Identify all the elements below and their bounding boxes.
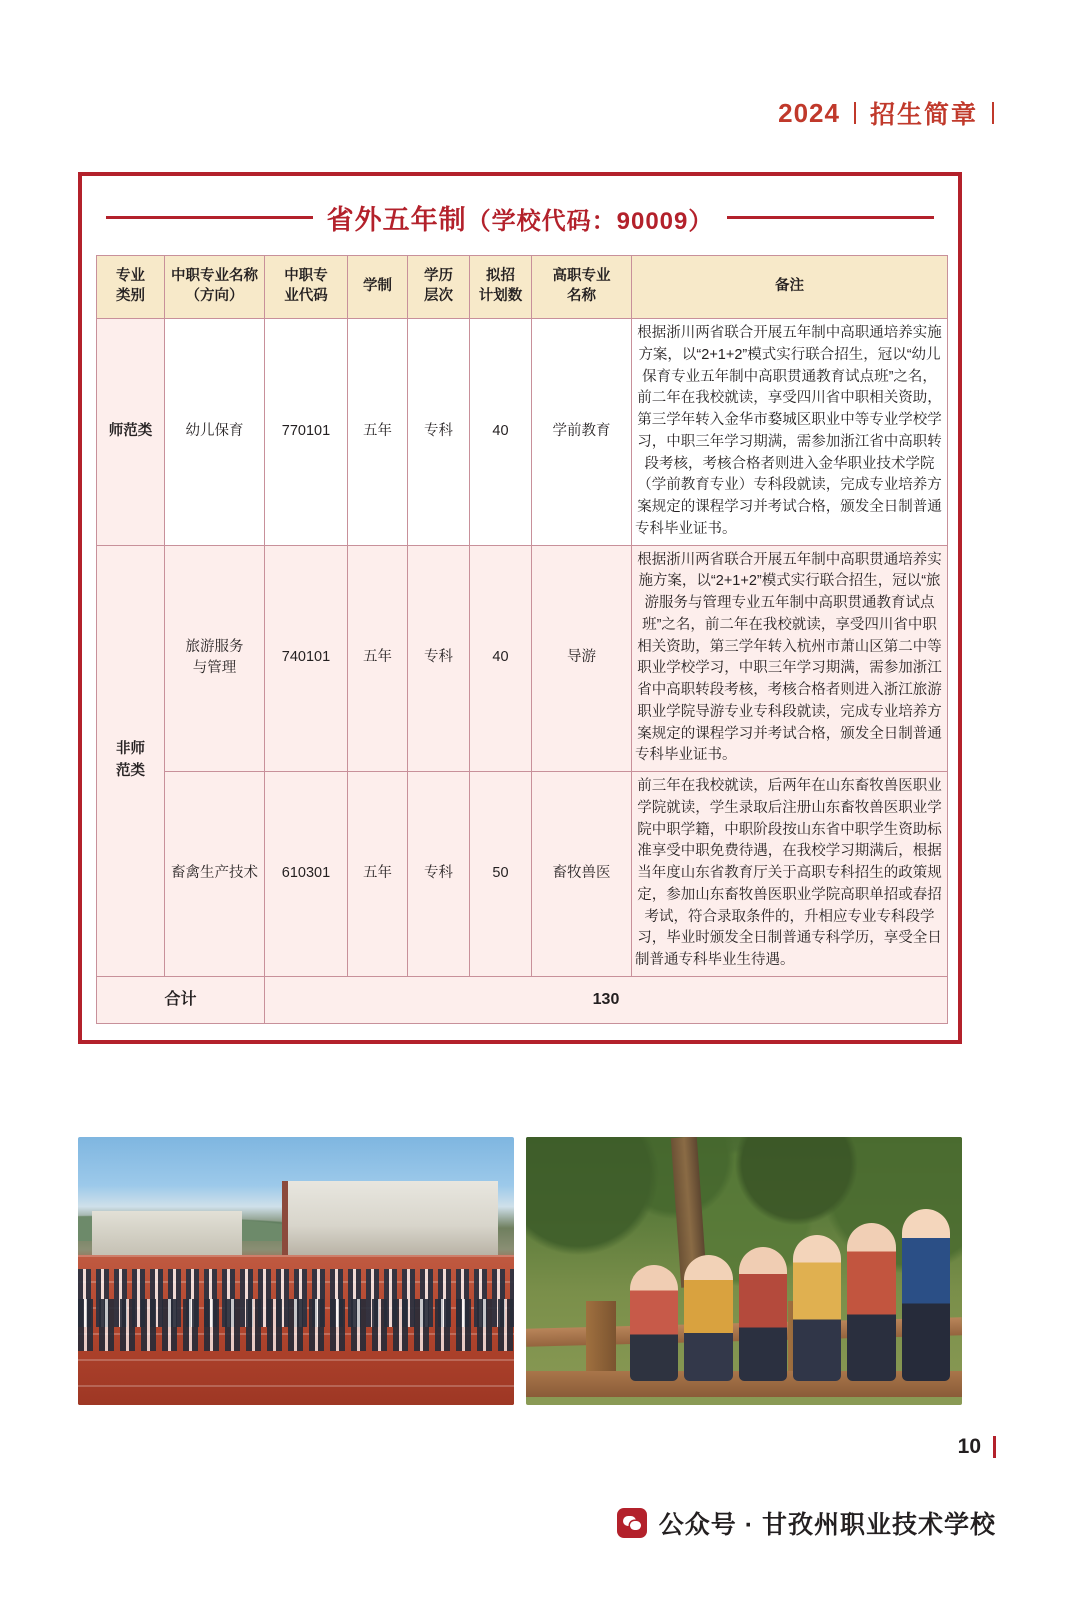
photo-strip: [78, 1137, 962, 1405]
total-value: 130: [265, 976, 948, 1023]
header-divider-right: [992, 102, 994, 124]
student-figure: [847, 1223, 895, 1381]
program-table-card: [78, 172, 962, 1044]
cell-level: 专科: [408, 319, 470, 546]
students-ethnic-costume-photo: [526, 1137, 962, 1405]
table-total-row: [97, 976, 948, 1023]
cell-level: 专科: [408, 772, 470, 977]
cell-years: 五年: [348, 319, 408, 546]
cell-remark: 根据浙川两省联合开展五年制中高职贯通培养实施方案，以“2+1+2”模式实行联合招生，冠以“旅游服务与管理专业五年制中高职贯通教育试点班”之名，前二年在我校就读，享受四川省中职相关资助，第三学年转入杭州市萧山区第二中等职业学校学习，中职三年学习期满，需参加浙江省中高职转段考核，考核合格者则进入浙江旅游职业学院导游专业专科段就读，完成专业培养方案规定的课程学习并考试合格，颁发全日制普通专科毕业证书。: [632, 545, 948, 772]
campus-assembly-photo: [78, 1137, 514, 1405]
table-row: [97, 772, 948, 977]
col-remark: 备注: [632, 256, 948, 319]
cell-remark: 根据浙川两省联合开展五年制中高职通培养实施方案，以“2+1+2”模式实行联合招生，冠以“幼儿保育专业五年制中高职贯通教育试点班”之名，前二年在我校就读，享受四川省中职相关资助，第三学年转入金华市婺城区职业中等专业学校学习，中职三年学习期满，需参加浙江省中高职转段考核，考核合格者则进入金华职业技术学院（学前教育专业）专科段就读，完成专业培养方案规定的课程学习并考试合格，颁发全日制普通专科毕业证书。: [632, 319, 948, 546]
cell-major: 畜禽生产技术: [165, 772, 265, 977]
students-group-decor: [630, 1205, 950, 1381]
col-college-major: 高职专业 名称: [532, 256, 632, 319]
table-row: [97, 319, 948, 546]
cell-major: 幼儿保育: [165, 319, 265, 546]
page-number-rule: [993, 1436, 996, 1458]
col-major: 中职专业名称 （方向）: [165, 256, 265, 319]
page-header: [778, 95, 994, 131]
col-code: 中职专 业代码: [265, 256, 348, 319]
cell-college-major: 导游: [532, 545, 632, 772]
cell-code: 770101: [265, 319, 348, 546]
student-figure: [630, 1265, 678, 1381]
cell-code: 610301: [265, 772, 348, 977]
cell-years: 五年: [348, 545, 408, 772]
card-title: [327, 198, 714, 237]
card-title-sub: （学校代码：90009）: [466, 208, 714, 235]
school-building-decor: [282, 1181, 498, 1255]
cell-college-major: 畜牧兽医: [532, 772, 632, 977]
cell-years: 五年: [348, 772, 408, 977]
title-rule-left: [106, 216, 313, 219]
cell-category: 师范类: [97, 319, 165, 546]
footer: [617, 1505, 996, 1541]
cell-college-major: 学前教育: [532, 319, 632, 546]
student-figure: [684, 1255, 732, 1381]
student-figure: [739, 1247, 787, 1381]
card-title-main: 省外五年制: [326, 205, 467, 235]
table-row: [97, 545, 948, 772]
header-year: 2024: [778, 97, 840, 128]
wechat-icon: [617, 1508, 647, 1538]
header-divider: [854, 102, 856, 124]
school-building-secondary-decor: [92, 1211, 242, 1257]
title-rule-right: [727, 216, 934, 219]
page-number-area: [958, 1435, 996, 1459]
student-figure: [793, 1235, 841, 1381]
card-title-row: [96, 198, 944, 237]
header-title: 招生简章: [869, 101, 978, 129]
student-figure: [902, 1209, 950, 1381]
cell-major: 旅游服务 与管理: [165, 545, 265, 772]
total-label: 合计: [97, 976, 265, 1023]
footer-text: 公众号 · 甘孜州职业技术学校: [658, 1511, 996, 1539]
cell-plan: 50: [470, 772, 532, 977]
student-rows-secondary-decor: [78, 1299, 514, 1351]
col-category: 专业 类别: [97, 256, 165, 319]
table-header-row: [97, 256, 948, 319]
col-years: 学制: [348, 256, 408, 319]
cell-remark: 前三年在我校就读，后两年在山东畜牧兽医职业学院就读，学生录取后注册山东畜牧兽医职业学院中职学籍，中职阶段按山东省中职学生资助标准享受中职免费待遇，在我校学习期满后，根据当年度山东省教育厅关于高职专科招生的政策规定，参加山东畜牧兽医职业学院高职单招或春招考试，符合录取条件的，升相应专业专科段学习，毕业时颁发全日制普通专科学历，享受全日制普通专科毕业生待遇。: [632, 772, 948, 977]
program-table: [96, 255, 948, 1024]
cell-category: 非师 范类: [97, 545, 165, 976]
page-number: 10: [957, 1435, 981, 1458]
cell-plan: 40: [470, 545, 532, 772]
col-level: 学历 层次: [408, 256, 470, 319]
cell-level: 专科: [408, 545, 470, 772]
cell-plan: 40: [470, 319, 532, 546]
col-plan: 拟招 计划数: [470, 256, 532, 319]
cell-code: 740101: [265, 545, 348, 772]
